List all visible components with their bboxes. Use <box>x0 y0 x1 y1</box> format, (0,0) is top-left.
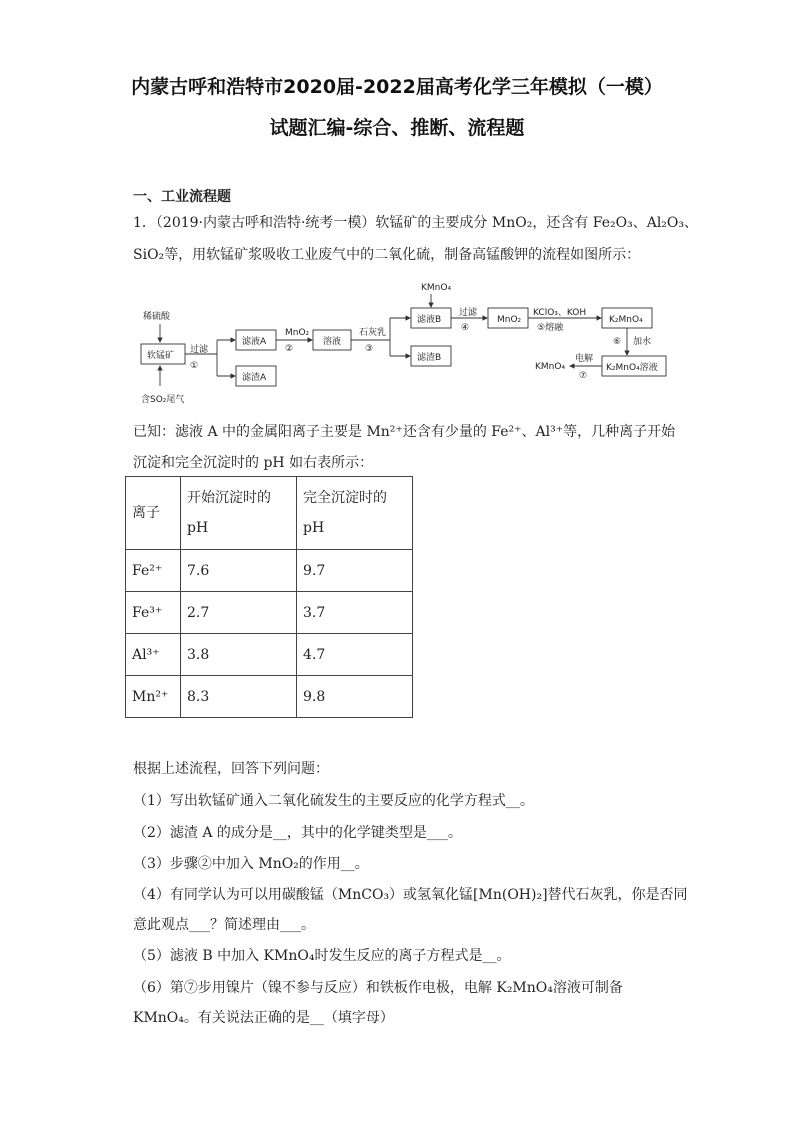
label-electrolysis: 电解 <box>575 354 594 364</box>
cell-start-ph: 7.6 <box>181 550 297 592</box>
question-sub-3: （3）步骤②中加入 MnO₂的作用__。 <box>133 856 369 872</box>
table-row <box>126 592 413 634</box>
table-header-row <box>126 477 413 550</box>
page-title-line-1: 内蒙古呼和浩特市2020届-2022届高考化学三年模拟（一模） <box>131 76 663 98</box>
header-start-ph: 开始沉淀时的 pH <box>181 477 297 550</box>
label-step-7: ⑦ <box>579 371 588 381</box>
cell-complete-ph: 3.7 <box>297 592 413 634</box>
label-residue-b: 滤渣B <box>417 353 442 363</box>
cell-ion: Fe²⁺ <box>126 550 181 592</box>
page-title-line-2: 试题汇编-综合、推断、流程题 <box>269 117 525 139</box>
question-sub-4-line-2: 意此观点___？简述理由___。 <box>133 917 315 933</box>
label-step-2: ② <box>285 344 294 354</box>
label-ore: 软锰矿 <box>147 351 175 361</box>
label-filtrate-b: 滤液B <box>417 315 442 325</box>
known-line-1: 已知：滤液 A 中的金属阳离子主要是 Mn²⁺还含有少量的 Fe²⁺、Al³⁺等，几种离子开始 <box>133 424 676 440</box>
section-heading: 一、工业流程题 <box>133 189 231 205</box>
label-dilute-sulfuric-acid: 稀硫酸 <box>143 312 171 322</box>
label-add-water: 加水 <box>633 337 652 347</box>
header-ion: 离子 <box>126 477 181 550</box>
label-filter-4: 过滤 <box>459 308 478 318</box>
question-sub-2: （2）滤渣 A 的成分是__，其中的化学键类型是___。 <box>133 825 462 841</box>
label-step-1: ① <box>190 361 199 371</box>
question-sub-1: （1）写出软锰矿通入二氧化硫发生的主要反应的化学方程式__。 <box>133 793 534 809</box>
cell-ion: Al³⁺ <box>126 634 181 676</box>
label-filter-1: 过滤 <box>190 345 209 355</box>
question-sub-4-line-1: （4）有同学认为可以用碳酸锰（MnCO₃）或氢氧化锰[Mn(OH)₂]替代石灰乳，你是否同 <box>133 887 688 903</box>
question-1-line-2: SiO₂等，用软锰矿浆吸收工业废气中的二氧化硫，制备高锰酸钾的流程如图所示： <box>133 247 641 263</box>
table-row <box>126 634 413 676</box>
cell-complete-ph: 4.7 <box>297 634 413 676</box>
question-1-line-1: 1．（2019·内蒙古呼和浩特·统考一模）软锰矿的主要成分 MnO₂，还含有 Fe₂O₃、Al₂O₃、 <box>133 215 699 231</box>
cell-complete-ph: 9.8 <box>297 676 413 718</box>
label-k2mno4-solution: K₂MnO₄溶液 <box>606 363 658 373</box>
known-line-2: 沉淀和完全沉淀时的 pH 如右表所示： <box>133 455 374 471</box>
table-row <box>126 676 413 718</box>
label-solution: 溶液 <box>323 337 342 347</box>
cell-start-ph: 2.7 <box>181 592 297 634</box>
label-so2-gas: 含SO₂尾气 <box>141 395 185 405</box>
cell-start-ph: 8.3 <box>181 676 297 718</box>
label-residue-a: 滤渣A <box>242 373 267 383</box>
process-flow-diagram <box>135 280 675 410</box>
label-kmno4-reagent: KMnO₄ <box>421 283 452 293</box>
label-kmno4-product: KMnO₄ <box>535 362 566 372</box>
question-sub-6-line-2: KMnO₄。有关说法正确的是__（填字母） <box>133 1010 394 1026</box>
cell-complete-ph: 9.7 <box>297 550 413 592</box>
question-sub-6-line-1: （6）第⑦步用镍片（镍不参与反应）和铁板作电极，电解 K₂MnO₄溶液可制备 <box>133 980 623 996</box>
cell-ion: Fe³⁺ <box>126 592 181 634</box>
header-complete-ph: 完全沉淀时的 pH <box>297 477 413 550</box>
table-row <box>126 550 413 592</box>
label-step-6: ⑥ <box>613 337 622 347</box>
cell-start-ph: 3.8 <box>181 634 297 676</box>
label-k2mno4: K₂MnO₄ <box>609 315 643 325</box>
label-step-3: ③ <box>365 344 374 354</box>
label-mno2-reagent: MnO₂ <box>285 328 310 338</box>
cell-ion: Mn²⁺ <box>126 676 181 718</box>
label-mno2-box: MnO₂ <box>497 315 522 325</box>
label-step-4: ④ <box>461 323 470 333</box>
ph-table <box>125 476 413 718</box>
label-step-5-melt: ⑤熔融 <box>537 323 564 333</box>
question-sub-5: （5）滤液 B 中加入 KMnO₄时发生反应的离子方程式是__。 <box>133 948 511 964</box>
answer-intro: 根据上述流程，回答下列问题： <box>133 761 329 777</box>
label-filtrate-a: 滤液A <box>242 337 267 347</box>
label-lime-milk: 石灰乳 <box>359 328 387 338</box>
label-kclo3-koh: KClO₃、KOH <box>533 308 587 318</box>
